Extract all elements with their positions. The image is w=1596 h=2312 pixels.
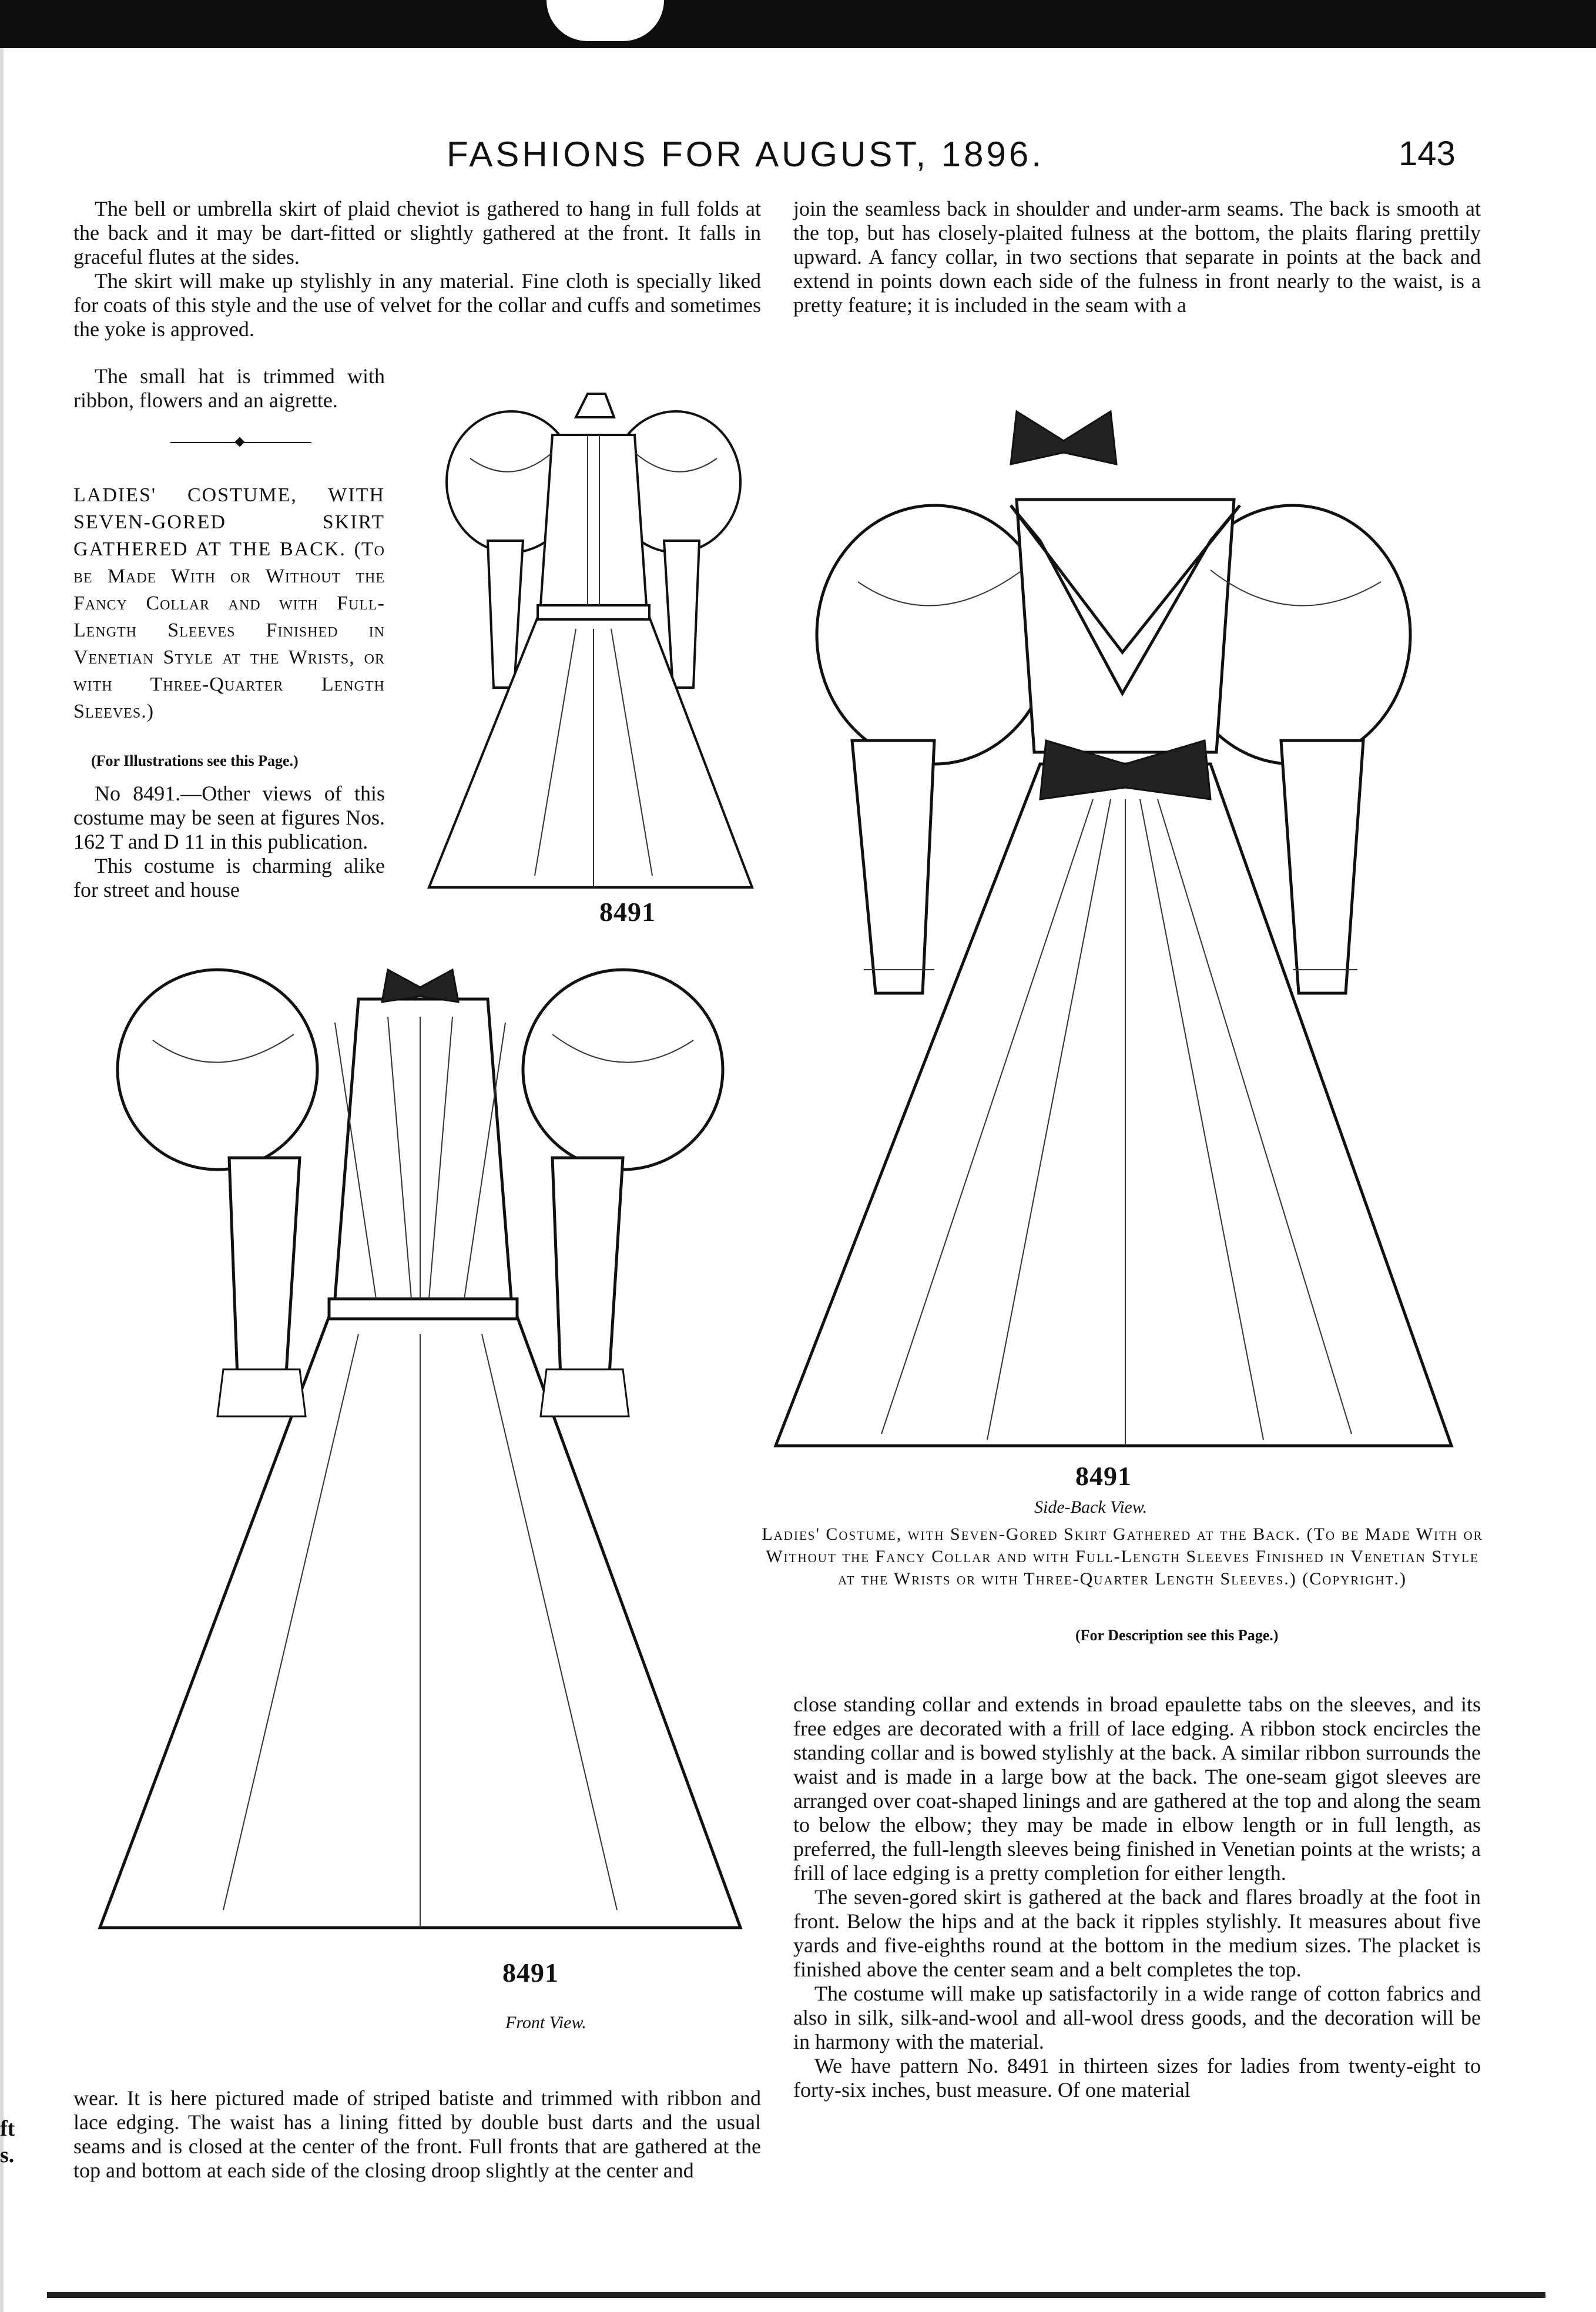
- illustration-note: (For Illustrations see this Page.): [91, 752, 299, 769]
- paragraph: The seven-gored skirt is gathered at the back and flares broadly at the foot in front. Below the hips and at the back it ripples stylishly. It measures about five yards and five-eighths round at the bottom in the medium sizes. The placket is finished above the center seam and a belt completes the top.: [793, 1885, 1481, 1981]
- article-heading: LADIES' COSTUME, WITH SEVEN-GORED SKIRT GATHERED AT THE BACK.: [73, 484, 385, 560]
- small-costume-illustration: [411, 382, 776, 899]
- paragraph: join the seamless back in shoulder and under-arm seams. The back is smooth at the top, but has closely-plaited fulness at the bottom, the plaits flaring prettily upward. A fancy collar, in two sections that separate in points at the back and extend in points down each side of the fulness in front nearly to the waist, is a pretty feature; it is included in the seam with a: [793, 197, 1481, 317]
- right-column-top-text: [793, 197, 1481, 317]
- margin-fragment: ft: [0, 2116, 15, 2141]
- paragraph: No 8491.—Other views of this costume may be seen at figures Nos. 162 T and D 11 in this publication.: [73, 782, 385, 853]
- figure-view-label: Side-Back View.: [1034, 1497, 1148, 1517]
- left-column-top-text: [73, 197, 761, 341]
- paragraph: The bell or umbrella skirt of plaid cheviot is gathered to hang in full folds at the back and it may be dart-fitted or slightly gathered at the front. It falls in graceful flutes at the sides.: [73, 197, 761, 269]
- scan-top-border: [0, 0, 1596, 48]
- front-view-costume-illustration: [82, 934, 758, 1951]
- figure-view-label: Front View.: [505, 2013, 586, 2032]
- scan-bottom-border: [47, 2292, 1545, 2298]
- left-column-bottom-text: [73, 2086, 761, 2183]
- paragraph: The costume will make up satisfactorily in a wide range of cotton fabrics and also in silk, silk-and-wool and all-wool dress goods, and the decoration will be in harmony with the material.: [793, 1982, 1481, 2053]
- page-title: FASHIONS FOR AUGUST, 1896.: [447, 135, 1044, 174]
- paragraph: We have pattern No. 8491 in thirteen sizes for ladies from twenty-eight to forty-six inches, bust measure. Of one material: [793, 2054, 1481, 2102]
- paragraph: This costume is charming alike for street and house: [73, 854, 385, 902]
- figure-number: 8491: [599, 897, 656, 927]
- paragraph: close standing collar and extends in broad epaulette tabs on the sleeves, and its free edges are decorated with a frill of lace edging. A ribbon stock encircles the standing collar and is bowed stylishly at the back. A similar ribbon surrounds the waist and is made in a large bow at the back. The one-seam gigot sleeves are arranged over coat-shaped linings and are gathered at the top and along the seam to below the elbow; they may be made in elbow length or in full length, as preferred, the full-length sleeves being finished in Venetian points at the wrists; a frill of lace edging is a pretty completion for either length.: [793, 1693, 1481, 1885]
- figure-number: 8491: [502, 1958, 559, 1988]
- page-number: 143: [1399, 135, 1456, 173]
- article-body: [73, 782, 385, 902]
- left-column-narrow-text: [73, 364, 385, 413]
- margin-fragment: s.: [0, 2143, 15, 2167]
- paragraph: The skirt will make up stylishly in any material. Fine cloth is specially liked for coats of this style and the use of velvet for the collar and cuffs and sometimes the yoke is approved.: [73, 269, 761, 341]
- right-column-bottom-text: [793, 1693, 1481, 2102]
- side-back-view-costume-illustration: [764, 388, 1481, 1475]
- figure-caption: Ladies' Costume, with Seven-Gored Skirt Gathered at the Back. (To be Made With or Without the Fancy Collar and with Full-Length Sleeves Finished in Venetian Style at the Wrists or with Three-Quarter Length Sleeves.) (Copyright.): [762, 1524, 1483, 1589]
- paragraph: wear. It is here pictured made of striped batiste and trimmed with ribbon and lace edging. The waist has a lining fitted by double bust darts and the usual seams and is closed at the center of the front. Full fronts that are gathered at the top and bottom at each side of the closing droop slightly at the center and: [73, 2086, 761, 2182]
- paragraph: The small hat is trimmed with ribbon, flowers and an aigrette.: [73, 364, 385, 412]
- scan-edge: [0, 0, 4, 2312]
- figure-number: 8491: [1075, 1461, 1132, 1491]
- figure-description-note: (For Description see this Page.): [1075, 1627, 1279, 1644]
- ornamental-rule: [170, 442, 311, 443]
- article-heading-block: [73, 482, 385, 725]
- article-subheading: (To be Made With or Without the Fancy Collar and with Full-Length Sleeves Finished in Venetian Style at the Wrists, or with Three-Quarter Length Sleeves.): [73, 538, 385, 722]
